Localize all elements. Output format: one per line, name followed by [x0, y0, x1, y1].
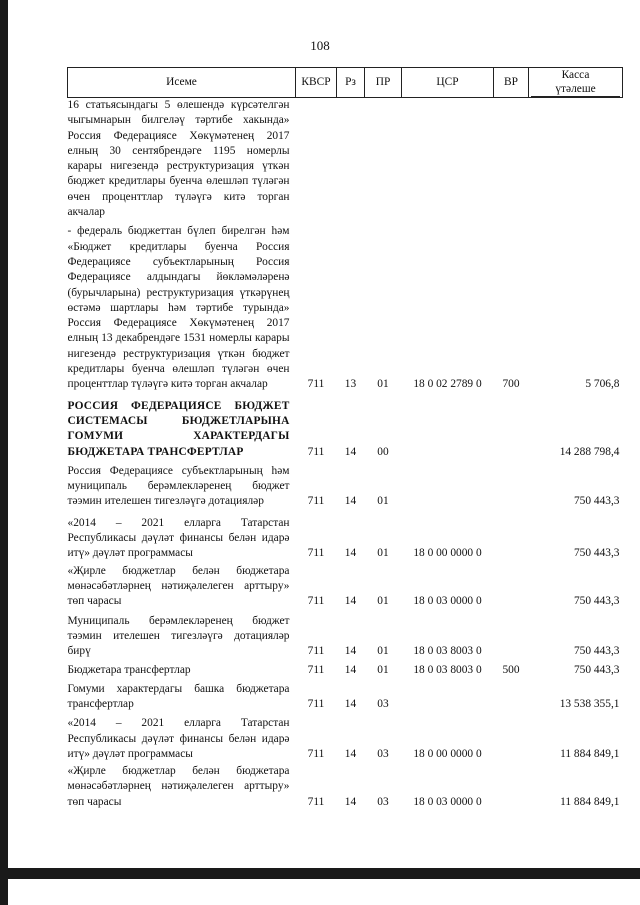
cell-csr: 18 0 03 0000 0	[413, 795, 482, 808]
table-row	[68, 564, 623, 614]
cell-amount: 750 443,3	[573, 547, 620, 560]
header-kvsr: КВСР	[296, 68, 337, 98]
cell-rz: 14	[344, 664, 357, 677]
cell-amount: 750 443,3	[573, 595, 620, 608]
scan-border-left	[0, 0, 8, 905]
cell-kvsr: 711	[307, 664, 325, 677]
cell-name: - федераль бюджеттан бүлеп бирелгән һәм «Бюджет кредитлары буенча Россия Федерациясе субъектларының Россия Федерациясе алдындагы йөкләмәләренә (бурычларына) реструктуризация үткәрүнең өстәмә шартлары һәм тәртибе турында» Россия Федерациясе Хөкүмәтенең 2017 елның 13 декабрендәге 1531 номерлы карары нигезендә реструктуризация үткән бюджет кредитлары буенча өлешләп түләгән өчен проценттлар түләүгә китә торган акчалар	[67, 225, 290, 391]
cell-amount: 11 884 849,1	[560, 747, 620, 760]
table-row	[68, 399, 623, 464]
cell-name: «Җирле бюджетлар белән бюджетара мөнәсәбәтләрнең нәтиҗәлелеген арттыру» төп чарасы	[67, 765, 290, 808]
table-row	[68, 224, 623, 398]
header-name: Исеме	[68, 68, 296, 98]
cell-kvsr: 711	[307, 697, 325, 710]
cell-pr: 03	[377, 747, 389, 760]
table-header-row	[68, 68, 623, 98]
cell-name: Гомуми характердагы башка бюджетара трансфертлар	[67, 682, 290, 710]
cell-rz: 14	[344, 445, 357, 458]
cell-amount: 13 538 355,1	[559, 697, 620, 710]
cell-name: «2014 – 2021 елларга Татарстан Республикасы дәүләт финансы белән идарә итү» дәүләт программасы	[67, 717, 290, 760]
cell-vr: 500	[502, 664, 520, 677]
cell-vr	[494, 716, 529, 764]
cell-kvsr: 711	[307, 445, 325, 458]
table-row	[68, 516, 623, 564]
scan-border-bottom	[0, 868, 640, 879]
cell-csr: 18 0 03 8003 0	[413, 645, 482, 658]
table-row	[68, 663, 623, 681]
cell-amount	[529, 98, 623, 225]
cell-pr: 01	[377, 547, 389, 560]
cell-vr	[494, 682, 529, 717]
cell-kvsr: 711	[307, 547, 325, 560]
table-row	[68, 682, 623, 717]
cell-amount: 750 443,3	[573, 495, 620, 508]
cell-kvsr: 711	[307, 795, 325, 808]
cell-rz: 14	[344, 547, 357, 560]
cell-vr	[494, 614, 529, 664]
cell-vr: 700	[502, 378, 520, 391]
cell-amount: 11 884 849,1	[560, 795, 620, 808]
cell-csr	[402, 464, 494, 516]
cell-rz	[337, 98, 365, 225]
table-row	[68, 614, 623, 664]
cell-csr: 18 0 02 2789 0	[413, 378, 482, 391]
cell-kvsr	[296, 98, 337, 225]
cell-vr	[494, 399, 529, 464]
cell-rz: 14	[344, 697, 357, 710]
page-number: 108	[310, 38, 330, 53]
cell-pr: 03	[377, 697, 389, 710]
cell-rz: 14	[344, 795, 357, 808]
cell-rz: 14	[344, 645, 357, 658]
cell-vr	[494, 764, 529, 812]
cell-pr	[365, 98, 402, 225]
cell-csr: 18 0 03 0000 0	[413, 595, 482, 608]
cell-amount: 5 706,8	[585, 378, 620, 391]
cell-name: Бюджетара трансфертлар	[67, 664, 191, 677]
cell-rz: 13	[344, 378, 357, 391]
cell-name: 16 статьясындагы 5 өлешендә күрсәтелгән чыгымнарын билгеләү тәртибе хакында» Россия Федерациясе Хөкүмәтенең 2017 елның 30 сентябрендәге 1195 номерлы карары нигезендә реструктуризация үткән бюджет кредитлары буенча өлешләп түләгән өчен проценттлар түләүгә китә торган акчалар	[67, 99, 290, 219]
cell-csr	[402, 682, 494, 717]
table-row	[68, 764, 623, 812]
cell-kvsr: 711	[307, 747, 325, 760]
cell-name: Россия Федерациясе субъектларының һәм муниципаль берәмлекләренең бюджет тәэмин ителешен тигезләүгә дотацияләр	[67, 464, 290, 508]
cell-vr	[494, 564, 529, 614]
cell-name: «Җирле бюджетлар белән бюджетара мөнәсәбәтләрнең нәтиҗәлелеген арттыру» төп чарасы	[67, 564, 290, 608]
table-row	[68, 464, 623, 516]
cell-pr: 01	[377, 595, 389, 608]
table-row	[68, 98, 623, 225]
cell-amount: 750 443,3	[573, 645, 620, 658]
cell-name: РОССИЯ ФЕДЕРАЦИЯСЕ БЮДЖЕТ СИСТЕМАСЫ БЮДЖЕТЛАРЫНА ГОМУМИ ХАРАКТЕРДАГЫ БЮДЖЕТАРА ТРАНСФЕРТЛАР	[67, 399, 290, 458]
cell-csr: 18 0 00 0000 0	[413, 747, 482, 760]
header-kassa-line1: Касса	[561, 69, 590, 81]
cell-csr: 18 0 03 8003 0	[413, 664, 482, 677]
cell-pr: 03	[377, 795, 389, 808]
cell-vr	[494, 516, 529, 564]
cell-vr	[494, 98, 529, 225]
header-vr: ВР	[494, 68, 529, 98]
cell-kvsr: 711	[307, 378, 325, 391]
table-row	[68, 716, 623, 764]
header-kassa	[529, 68, 623, 98]
cell-vr	[494, 464, 529, 516]
header-pr: ПР	[365, 68, 402, 98]
cell-pr: 01	[377, 378, 389, 391]
cell-pr: 00	[377, 445, 389, 458]
cell-kvsr: 711	[307, 595, 325, 608]
cell-name: «2014 – 2021 елларга Татарстан Республикасы дәүләт финансы белән идарә итү» дәүләт программасы	[67, 516, 290, 560]
cell-csr	[402, 399, 494, 464]
budget-table	[67, 67, 623, 812]
cell-name: Муниципаль берәмлекләренең бюджет тәэмин ителешен тигезләүгә дотацияләр бирү	[67, 614, 290, 658]
header-csr: ЦСР	[402, 68, 494, 98]
header-kassa-line2: үтәлеше	[531, 82, 620, 97]
cell-rz: 14	[344, 595, 357, 608]
cell-amount: 750 443,3	[573, 664, 620, 677]
cell-rz: 14	[344, 495, 357, 508]
cell-rz: 14	[344, 747, 357, 760]
cell-pr: 01	[377, 645, 389, 658]
cell-pr: 01	[377, 664, 389, 677]
cell-csr	[402, 98, 494, 225]
cell-csr: 18 0 00 0000 0	[413, 547, 482, 560]
cell-kvsr: 711	[307, 495, 325, 508]
cell-amount: 14 288 798,4	[559, 445, 620, 458]
cell-pr: 01	[377, 495, 389, 508]
cell-kvsr: 711	[307, 645, 325, 658]
header-rz: Рз	[337, 68, 365, 98]
